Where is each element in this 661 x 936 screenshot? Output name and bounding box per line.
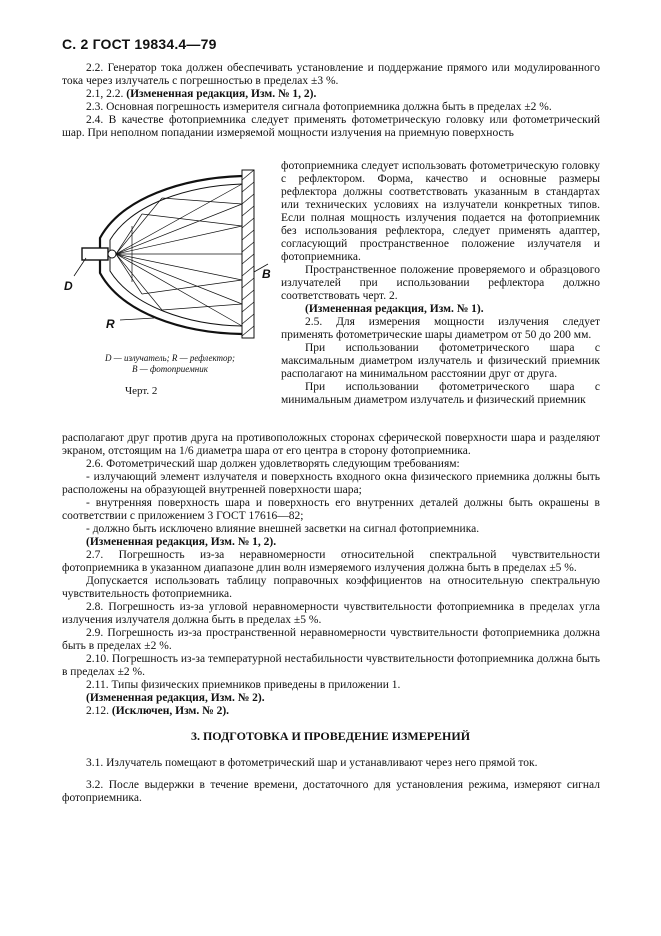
leader-d bbox=[74, 258, 86, 276]
clause-3-2: 3.2. После выдержки в течение времени, достаточного для установления режима, измеряют сигнал фотоприемника. bbox=[62, 779, 600, 804]
clause-2-8: 2.8. Погрешность из-за угловой неравномерности чувствительности фотоприемника в пределах угла излучения излучателя должна быть в пределах ±5 %. bbox=[62, 601, 600, 626]
clause-2-5-min-cont: располагают друг против друга на противоположных сторонах сферической поверхности шара и разделяют экраном, отстоящим на 1/6 диаметра шара от его центра в сторону фотоприемника. bbox=[62, 432, 600, 457]
clause-2-11: 2.11. Типы физических приемников приведены в приложении 1. bbox=[86, 679, 401, 691]
clause-2-6-b: - внутренняя поверхность шара и поверхность его внутренних деталей должны быть окрашены в соответствии с приложением 3 ГОСТ 17616—82; bbox=[62, 497, 600, 522]
clause-2-11-amend: (Измененная редакция, Изм. № 2). bbox=[86, 692, 265, 704]
clause-2-1-2-2-amend: 2.1, 2.2. (Измененная редакция, Изм. № 1, 2). bbox=[86, 88, 317, 100]
leader-r bbox=[120, 318, 154, 320]
section-3-body bbox=[62, 757, 600, 805]
clause-2-4-position: Пространственное положение проверяемого и образцового излучателей при использовании рефлектора должно соответствовать черт. 2. bbox=[281, 264, 600, 302]
clause-2-6: 2.6. Фотометрический шар должен удовлетворять следующим требованиям: bbox=[86, 458, 460, 470]
right-column-text bbox=[281, 160, 600, 407]
caption-line-1: D — излучатель; R — рефлектор; bbox=[104, 353, 236, 363]
clauses-2-5-to-2-12 bbox=[62, 432, 600, 718]
clause-2-4-amend: (Измененная редакция, Изм. № 1). bbox=[305, 303, 484, 315]
emitter-bulb bbox=[108, 250, 116, 258]
clause-2-12: 2.12. (Исключен, Изм. № 2). bbox=[86, 705, 230, 717]
clause-2-6-c: - должно быть исключено влияние внешней засветки на сигнал фотоприемника. bbox=[86, 523, 480, 535]
emission-rays bbox=[116, 184, 242, 326]
figure-title: Черт. 2 bbox=[125, 385, 158, 397]
clause-2-5-min-start: При использовании фотометрического шара с минимальным диаметром излучатель и физический приемник bbox=[281, 381, 600, 406]
clause-2-5-max: При использовании фотометрического шара с максимальным диаметром излучатель и физический приемник располагают на минимальном расстоянии друг от друга. bbox=[281, 342, 600, 380]
clauses-2-2-to-2-4 bbox=[62, 62, 600, 140]
clause-2-4-cont: фотоприемника следует использовать фотометрическую головку с рефлектором. Форма, качество и основные размеры рефлектора должны соответствовать указанным в стандартах или технических условиях на излучатели конкретных типов. Если полная мощность излучения подается на фотоприемник без использования рефлектора, следует применять адаптер, согласующий пространственное положение излучателя и фотоприемника. bbox=[281, 160, 600, 263]
clause-3-1: 3.1. Излучатель помещают в фотометрический шар и устанавливают через него прямой ток. bbox=[86, 757, 538, 769]
clause-2-6-a: - излучающий элемент излучателя и поверхность входного окна физического приемника должны быть расположены на образующей внутренней поверхности шара; bbox=[62, 471, 600, 496]
clause-2-2: 2.2. Генератор тока должен обеспечивать установление и поддержание прямого или модулированного тока через излучатель с погрешностью в пределах ±3 %. bbox=[62, 62, 600, 87]
clause-2-7-b: Допускается использовать таблицу поправочных коэффициентов на относительную спектральную чувствительность фотоприемника. bbox=[62, 575, 600, 600]
figure-caption bbox=[70, 353, 270, 375]
clause-2-7: 2.7. Погрешность из-за неравномерности относительной спектральной чувствительности фотоприемника в указанном диапазоне длин волн измеряемого излучения должна быть в пределах ±5 %. bbox=[62, 549, 600, 574]
clause-2-3: 2.3. Основная погрешность измерителя сигнала фотоприемника должна быть в пределах ±2 %. bbox=[86, 101, 552, 113]
caption-line-2: B — фотоприемник bbox=[132, 364, 208, 374]
label-b: B bbox=[262, 267, 271, 281]
figure-reflector-diagram bbox=[62, 168, 277, 343]
label-d: D bbox=[64, 279, 73, 293]
clause-2-10: 2.10. Погрешность из-за температурной нестабильности чувствительности фотоприемника должна быть в пределах ±2 %. bbox=[62, 653, 600, 678]
page-header: С. 2 ГОСТ 19834.4—79 bbox=[62, 36, 217, 52]
clause-2-4-start: 2.4. В качестве фотоприемника следует применять фотометрическую головку или фотометрический шар. При неполном попадании измеряемой мощности излучения на приемную поверхность bbox=[62, 114, 600, 139]
clause-2-5: 2.5. Для измерения мощности излучения следует применять фотометрические шары диаметром от 50 до 200 мм. bbox=[281, 316, 600, 341]
clause-2-9: 2.9. Погрешность из-за пространственной неравномерности чувствительности фотоприемника должна быть в пределах ±2 %. bbox=[62, 627, 600, 652]
clause-2-6-amend: (Измененная редакция, Изм. № 1, 2). bbox=[86, 536, 277, 548]
section-3-heading: 3. ПОДГОТОВКА И ПРОВЕДЕНИЕ ИЗМЕРЕНИЙ bbox=[190, 729, 471, 743]
label-r: R bbox=[106, 317, 115, 331]
